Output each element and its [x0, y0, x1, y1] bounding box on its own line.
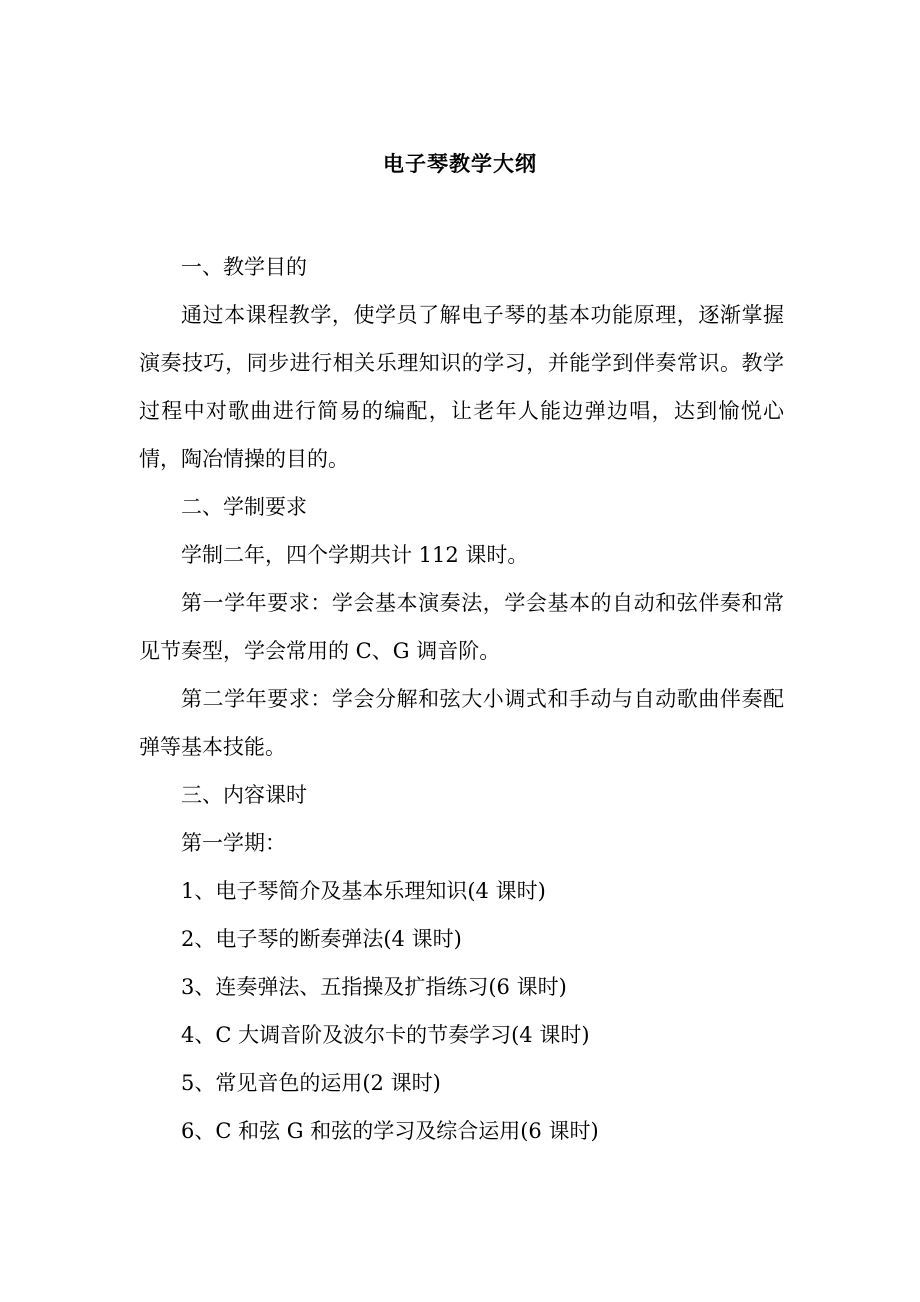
- requirements-paragraph-year-two: 第二学年要求：学会分解和弦大小调式和手动与自动歌曲伴奏配弹等基本技能。: [139, 687, 784, 759]
- list-item: 3、连奏弹法、五指操及扩指练习(6 课时): [181, 975, 567, 999]
- list-item: 6、C 和弦 G 和弦的学习及综合运用(6 课时): [181, 1119, 599, 1143]
- objective-paragraph: 通过本课程教学，使学员了解电子琴的基本功能原理，逐渐掌握演奏技巧，同步进行相关乐理知识的学习，并能学到伴奏常识。教学过程中对歌曲进行简易的编配，让老年人能边弹边唱，达到愉悦心情，陶冶情操的目的。: [139, 303, 784, 471]
- section-heading-content: 三、内容课时: [181, 783, 307, 807]
- list-item: 4、C 大调音阶及波尔卡的节奏学习(4 课时): [181, 1023, 590, 1047]
- section-heading-objective: 一、教学目的: [181, 255, 307, 279]
- document-body: [139, 243, 784, 1155]
- requirements-paragraph-year-one: 第一学年要求：学会基本演奏法，学会基本的自动和弦伴奏和常见节奏型，学会常用的 C、G 调音阶。: [139, 591, 784, 663]
- section-heading-requirements: 二、学制要求: [181, 495, 307, 519]
- list-item: 5、常见音色的运用(2 课时): [181, 1071, 441, 1095]
- document-title: 电子琴教学大纲: [383, 151, 537, 176]
- list-item: 1、电子琴简介及基本乐理知识(4 课时): [181, 879, 546, 903]
- requirements-paragraph-duration: 学制二年，四个学期共计 112 课时。: [181, 543, 529, 567]
- semester-one-label: 第一学期：: [181, 831, 286, 855]
- list-item: 2、电子琴的断奏弹法(4 课时): [181, 927, 462, 951]
